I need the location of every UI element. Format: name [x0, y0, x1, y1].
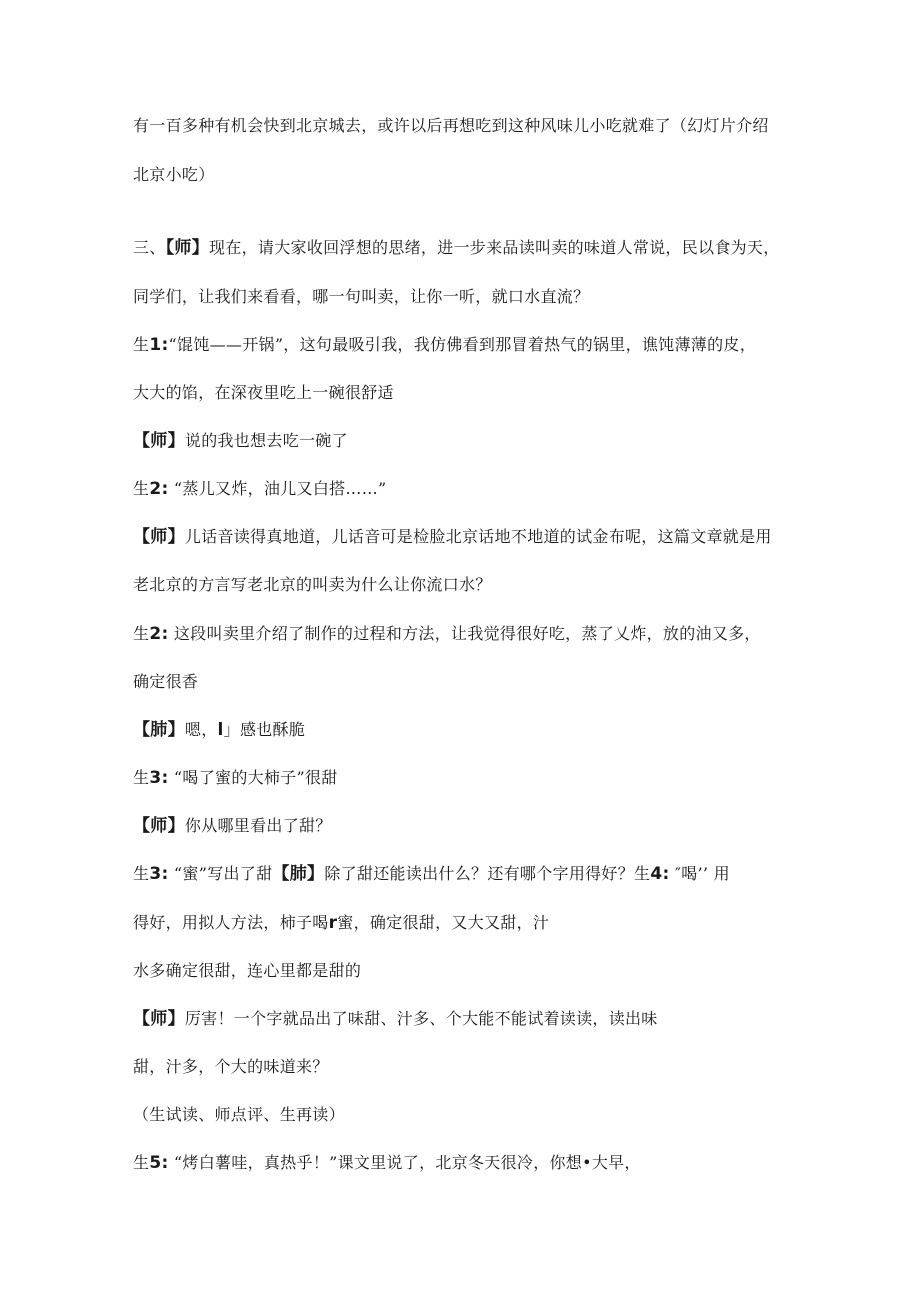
text-run: 蜜，确定很甜，又大又甜，汁 [337, 913, 550, 932]
text-line [133, 912, 549, 934]
text-run: 」感也酥脆 [223, 720, 306, 739]
text-run: 有一百多种有机会快到北京城去，或许以后再想吃到这种风味儿小吃就难了（幻灯片介绍 [133, 116, 769, 135]
text-run: 生 [133, 864, 150, 883]
text-run: 甜，汁多，个大的味道来？ [133, 1057, 329, 1076]
text-line [133, 164, 215, 186]
speaker-tag: 4: [650, 864, 670, 884]
text-run: 除了甜还能读出什么？还有哪个字用得好？生 [324, 864, 651, 883]
speaker-tag: 2: [149, 479, 169, 499]
text-line [133, 526, 772, 548]
speaker-tag: 【师】 [133, 1009, 185, 1029]
text-run: “蜜”写出了甜 [168, 864, 273, 883]
text-run: 现在，请大家收回浮想的思绪，进一步来品读叫卖的味道人常说，民以食为天， [209, 238, 780, 257]
text-run: 厉害！一个字就品出了味甜、汁多、个大能不能试着读读，读出味 [184, 1009, 658, 1028]
speaker-tag: 【师】 [165, 238, 210, 258]
text-run: 这段叫卖里介绍了制作的过程和方法，让我觉得很好吃，蒸了乂炸，放的油又多， [168, 624, 761, 643]
text-line [133, 671, 198, 693]
text-line [133, 334, 756, 356]
speaker-tag: r [328, 913, 338, 933]
text-run: 大大的馅，在深夜里吃上一碗很舒适 [133, 383, 394, 402]
text-run: 水多确定很甜，连心里都是甜的 [133, 961, 362, 980]
text-run: 北京小吃） [133, 165, 215, 184]
text-run: “喝了蜜的大柿子”很甜 [168, 768, 338, 787]
speaker-tag: 5: [149, 1153, 169, 1173]
text-run: 儿话音读得真地道，儿话音可是检脸北京话地不地道的试金布呢，这篇文章就是用 [184, 527, 772, 546]
text-line [133, 574, 492, 596]
text-line [133, 623, 761, 645]
text-line [133, 719, 305, 741]
speaker-tag: 2: [149, 624, 169, 644]
text-run: “烤白薯哇，真热乎！”课文里说了，北京冬天很冷，你想•大早， [168, 1153, 641, 1172]
text-run: 确定很香 [133, 672, 199, 691]
text-run: 生 [133, 1153, 150, 1172]
text-line [133, 1056, 329, 1078]
text-run: 得好，用拟人方法，柿子喝 [133, 913, 329, 932]
text-run: “蒸儿又炸，油儿又白搭……” [168, 479, 387, 498]
text-line [133, 1008, 658, 1030]
speaker-tag: 1: [149, 335, 169, 355]
speaker-tag: 3: [149, 864, 169, 884]
speaker-tag: l [217, 720, 224, 740]
text-run: “馄饨——开锅”，这句最吸引我，我仿佛看到那冒着热气的锅里，谯饨薄薄的皮， [168, 335, 757, 354]
text-line [133, 767, 338, 789]
text-run: 说的我也想去吃一碗了 [184, 431, 348, 450]
text-run: 生 [133, 768, 150, 787]
text-run: 生 [133, 335, 150, 354]
text-line [133, 237, 780, 259]
speaker-tag: 【师】 [133, 527, 185, 547]
text-run: （生试读、师点评、生再读） [133, 1105, 345, 1124]
text-line [133, 286, 589, 308]
text-run: 生 [133, 479, 150, 498]
text-line [133, 815, 332, 837]
text-run: 同学们，让我们来看看，哪一句叫卖，让你一听，就口水直流？ [133, 287, 590, 306]
text-line [133, 960, 361, 982]
text-run: 生 [133, 624, 150, 643]
speaker-tag: 3: [149, 768, 169, 788]
text-run: 老北京的方言写老北京的叫卖为什么让你流口水？ [133, 575, 492, 594]
speaker-tag: 【肺】 [272, 864, 325, 884]
speaker-tag: 【师】 [133, 431, 185, 451]
speaker-tag: 【师】 [133, 816, 185, 836]
text-line [133, 863, 730, 885]
text-run: ″喝’’ 用 [669, 864, 730, 883]
text-run: 三、 [133, 238, 166, 257]
speaker-tag: 【肺】 [133, 720, 185, 740]
text-run: 嗯， [184, 720, 218, 739]
text-line [133, 382, 394, 404]
text-line [133, 478, 387, 500]
text-line [133, 115, 769, 137]
text-run: 你从哪里看出了甜？ [184, 816, 332, 835]
text-line [133, 1104, 345, 1126]
text-line [133, 430, 348, 452]
text-line [133, 1152, 641, 1174]
